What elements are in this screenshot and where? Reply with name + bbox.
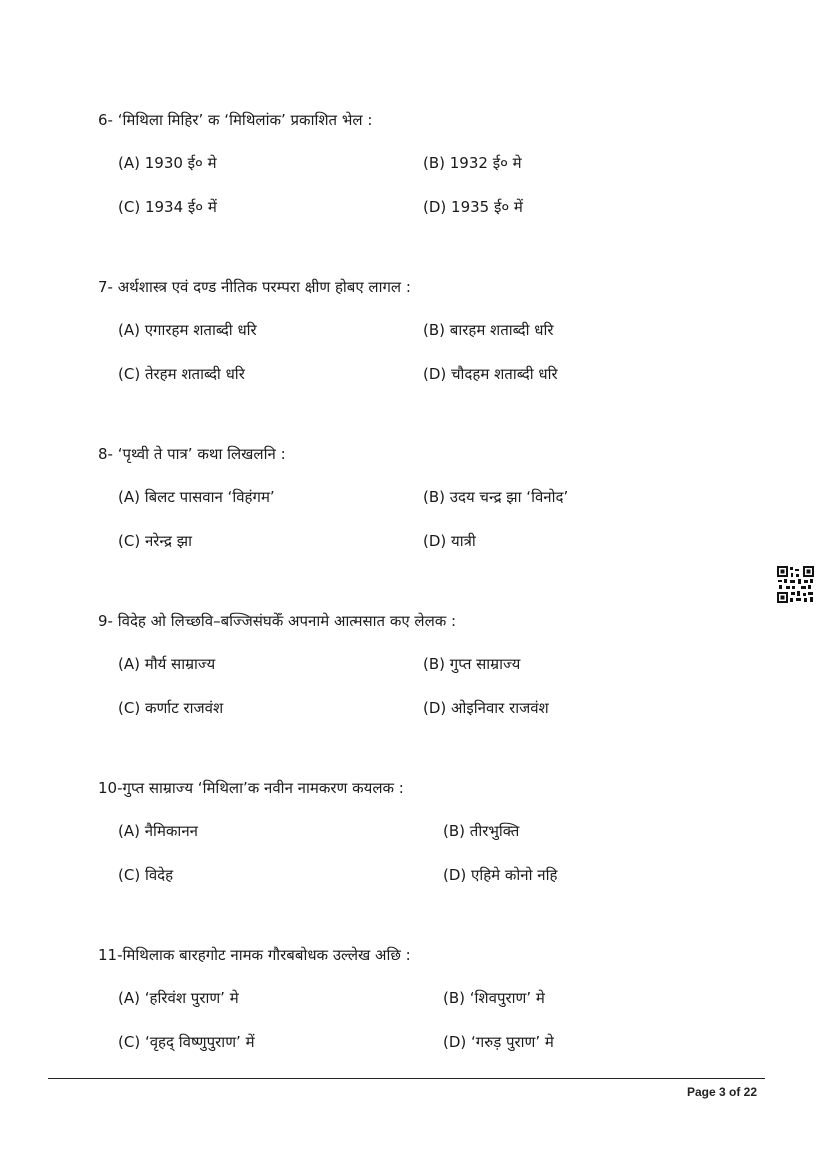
- question-11: 11-मिथिलाक बारहगोट नामक गौरबबोधक उल्लेख अछि :: [98, 946, 411, 964]
- option-6c: (C) 1934 ई० में: [118, 198, 217, 216]
- option-7c: (C) तेरहम शताब्दी धरि: [118, 365, 245, 383]
- option-11b: (B) ‘शिवपुराण’ मे: [443, 989, 545, 1007]
- option-9d: (D) ओइनिवार राजवंश: [423, 699, 549, 717]
- question-9: 9- विदेह ओ लिच्छवि–बज्जिसंघकेँ अपनामे आत्मसात कए लेलक :: [98, 612, 457, 630]
- option-10a: (A) नैमिकानन: [118, 822, 198, 840]
- option-8c: (C) नरेन्द्र झा: [118, 532, 192, 550]
- option-9b: (B) गुप्त साम्राज्य: [423, 655, 521, 673]
- option-10c: (C) विदेह: [118, 866, 174, 884]
- option-11c: (C) ‘वृहद् विष्णुपुराण’ में: [118, 1033, 255, 1051]
- question-6: 6- ‘मिथिला मिहिर’ क ‘मिथिलांक’ प्रकाशित भेल :: [98, 111, 373, 129]
- page-number: Page 3 of 22: [686, 1085, 757, 1099]
- qr-code-icon: [777, 566, 814, 603]
- option-8b: (B) उदय चन्द्र झा ‘विनोद’: [423, 488, 569, 506]
- question-10: 10-गुप्त साम्राज्य ‘मिथिला’क नवीन नामकरण कयलक :: [98, 779, 404, 797]
- option-7d: (D) चौदहम शताब्दी धरि: [423, 365, 558, 383]
- option-6b: (B) 1932 ई० मे: [423, 154, 522, 172]
- option-11d: (D) ‘गरुड़ पुराण’ मे: [443, 1033, 554, 1051]
- option-10d: (D) एहिमे कोनो नहि: [443, 866, 558, 884]
- option-11a: (A) ‘हरिवंश पुराण’ मे: [118, 989, 239, 1007]
- question-8: 8- ‘पृथ्वी ते पात्र’ कथा लिखलनि :: [98, 445, 286, 463]
- option-8a: (A) बिलट पासवान ‘विहंगम’: [118, 488, 275, 506]
- option-10b: (B) तीरभुक्ति: [443, 822, 520, 840]
- question-7: 7- अर्थशास्त्र एवं दण्ड नीतिक परम्परा क्षीण होबए लागल :: [98, 278, 411, 296]
- option-6a: (A) 1930 ई० मे: [118, 154, 217, 172]
- option-7b: (B) बारहम शताब्दी धरि: [423, 321, 554, 339]
- footer-divider: [48, 1078, 765, 1079]
- option-8d: (D) यात्री: [423, 532, 476, 550]
- option-6d: (D) 1935 ई० में: [423, 198, 523, 216]
- option-9c: (C) कर्णाट राजवंश: [118, 699, 224, 717]
- option-9a: (A) मौर्य साम्राज्य: [118, 655, 216, 673]
- option-7a: (A) एगारहम शताब्दी धरि: [118, 321, 257, 339]
